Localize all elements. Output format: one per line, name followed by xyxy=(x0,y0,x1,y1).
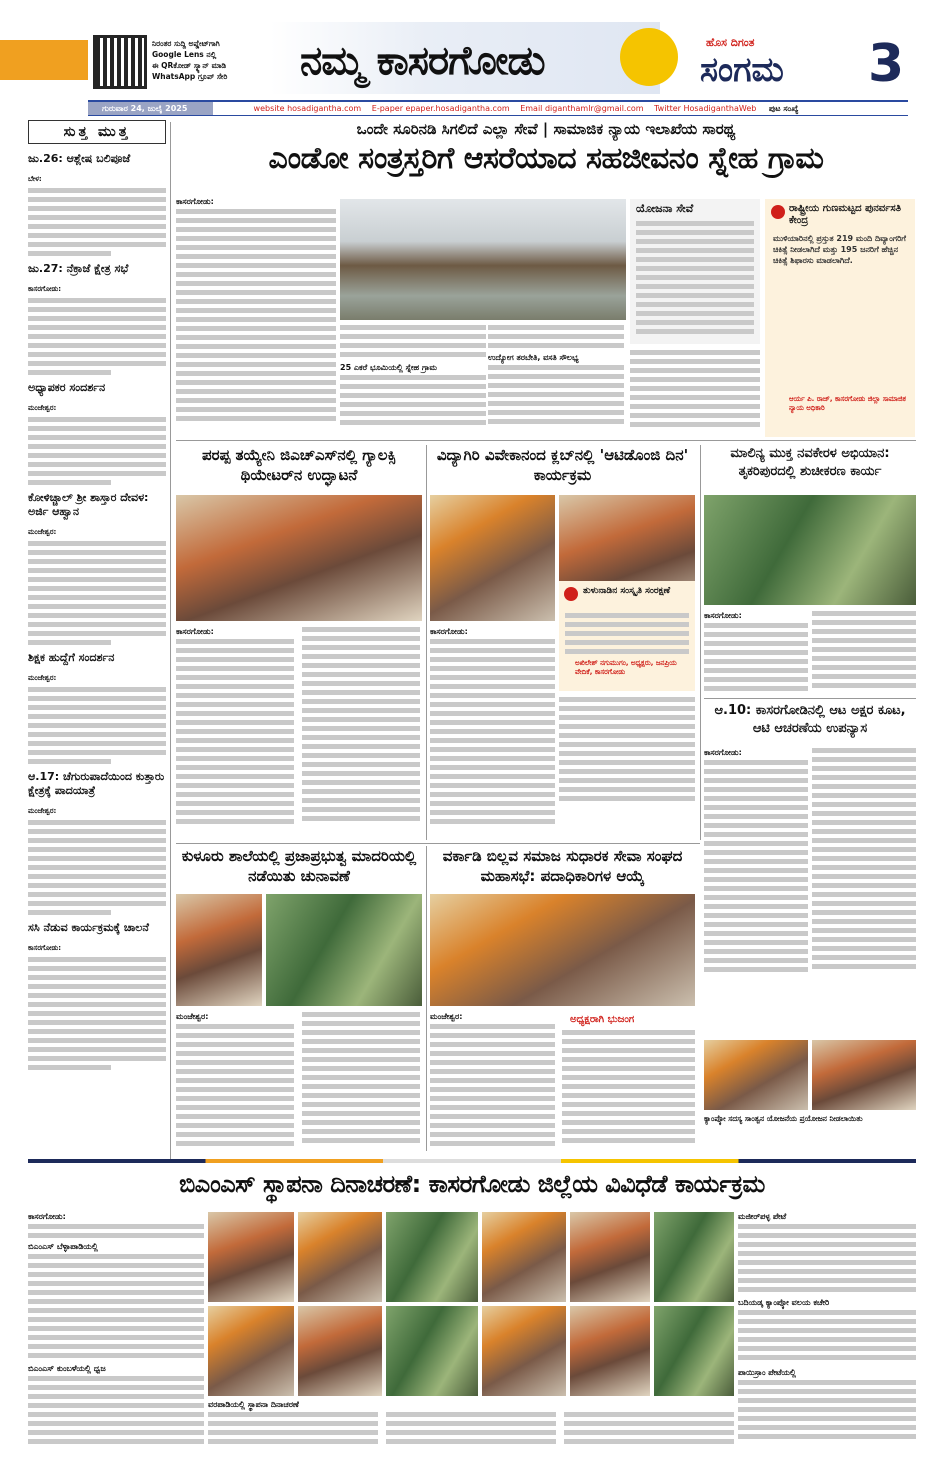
epaper-link[interactable]: E-paper epaper.hosadigantha.com xyxy=(371,104,510,113)
bms-photo-1 xyxy=(208,1212,294,1302)
sidebar-item xyxy=(28,262,166,375)
story-clean-headline: ಮಾಲಿನ್ಯ ಮುಕ್ತ ನವಕೇರಳ ಅಭಿಯಾನ: ತೃಕರಿಪುರದಲ್ಲಿ ಶುಚೀಕರಣ ಕಾರ್ಯ xyxy=(730,446,890,479)
qr-note-line: WhatsApp ಗ್ರೂಪ್ ಸೇರಿ xyxy=(152,72,228,81)
quote-icon xyxy=(771,205,785,219)
bottom-sub-1: ಬಿಎಂಎಸ್ ಬೆಳ್ಳಾಪಾಡಿಯಲ್ಲಿ xyxy=(28,1242,98,1251)
quote-title: ರಾಷ್ಟ್ರೀಯ ಗುಣಮಟ್ಟದ ಪುನರ್ವಸತಿ ಕೇಂದ್ರ xyxy=(789,203,902,226)
story-school-photo-2 xyxy=(266,894,422,1006)
story-billava-photo xyxy=(430,894,695,1006)
brand-logo xyxy=(696,28,906,98)
brand-small: ಹೊಸ ದಿಗಂತ xyxy=(706,36,755,49)
section-rule xyxy=(176,843,700,844)
sidebar-item-place: ಮಂಜೇಶ್ವರ: xyxy=(28,528,57,536)
story-clean-place: ಕಾಸರಗೋಡು: xyxy=(704,611,742,620)
sidebar xyxy=(28,120,166,1160)
bms-photo-4 xyxy=(482,1212,566,1302)
brand-name: ಸಂಗಮ xyxy=(700,50,784,90)
bms-photo-9 xyxy=(386,1306,478,1396)
deco-strip xyxy=(28,1159,916,1163)
lead-body-col1 xyxy=(176,197,336,437)
bottom-right-col xyxy=(738,1212,916,1452)
website-link[interactable]: website hosadigantha.com xyxy=(253,104,362,113)
sidebar-item xyxy=(28,491,166,645)
sidebar-item-body xyxy=(28,687,166,764)
story-atidonji-box xyxy=(559,581,695,691)
sidebar-item-place: ಕಾಸರಗೋಡು: xyxy=(28,285,62,293)
lead-kicker: ಒಂದೇ ಸೂರಿನಡಿ ಸಿಗಲಿದೆ ಎಲ್ಲಾ ಸೇವೆ | ಸಾಮಾಜಿಕ ನ್ಯಾಯ ಇಲಾಖೆಯ ಸಾರಥ್ಯ xyxy=(356,120,736,138)
story-clean-drive xyxy=(704,445,916,695)
email-link[interactable]: Email diganthamlr@gmail.com xyxy=(520,104,644,113)
lead-photo-building xyxy=(340,199,626,320)
bms-photo-7 xyxy=(208,1306,294,1396)
bms-photo-2 xyxy=(298,1212,382,1302)
issue-date: ಗುರುವಾರ 24, ಜುಲೈ 2025 xyxy=(88,102,213,115)
story-aug10-place: ಕಾಸರಗೋಡು: xyxy=(704,748,742,757)
column-rule xyxy=(170,122,171,1162)
story-school-headline: ಕುಳೂರು ಶಾಲೆಯಲ್ಲಿ ಪ್ರಜಾಪ್ರಭುತ್ವ ಮಾದರಿಯಲ್ಲಿ ನಡೆಯಿತು ಚುನಾವಣೆ xyxy=(181,847,417,885)
story-billava xyxy=(430,846,695,1151)
story-aug10 xyxy=(704,702,916,1142)
qr-code xyxy=(93,35,147,89)
quote-author: ಆರ್ಯ ಪಿ. ರಾಜ್, ಕಾಸರಗೋಡು ಜಿಲ್ಲಾ ಸಾಮಾಜಿಕ ನ್ಯಾಯ ಅಧಿಕಾರಿ xyxy=(789,395,906,412)
quote-box xyxy=(765,199,915,437)
bottom-headline: ಬಿಎಂಎಸ್ ಸ್ಥಾಪನಾ ದಿನಾಚರಣೆ: ಕಾಸರಗೋಡು ಜಿಲ್ಲೆಯ ವಿವಿಧೆಡೆ ಕಾರ್ಯಕ್ರಮ xyxy=(179,1170,765,1198)
sidebar-item-headline: ಸಸಿ ನೆಡುವ ಕಾರ್ಯಕ್ರಮಕ್ಕೆ ಚಾಲನೆ xyxy=(28,921,149,934)
campco-caption: ಕ್ಯಾಂಪ್ಕೋ ಸದಸ್ಯ ಸಾಂತ್ವನ ಯೋಜನೆಯ ಪ್ರಯೋಜನ ನೀಡಲಾಯಿತು xyxy=(704,1114,863,1123)
bottom-sub-2: ಬಿಎಂಎಸ್ ಕುಂಬಳೆಯಲ್ಲಿ ಧ್ವಜ xyxy=(28,1364,106,1373)
section-rule xyxy=(704,698,916,699)
sidebar-item-body xyxy=(28,820,166,915)
masthead xyxy=(0,0,945,100)
bottom-place: ಕಾಸರಗೋಡು: xyxy=(28,1212,66,1221)
bms-photo-11 xyxy=(570,1306,650,1396)
story-aug10-headline: ಆ.10: ಕಾಸರಗೋಡಿನಲ್ಲಿ ಆಟ ಅಕ್ಷರ ಕೂಟ, ಆಟಿ ಆಚರಣೆಯ ಉಪನ್ಯಾಸ xyxy=(714,703,906,736)
story-school-place: ಮಂಜೇಶ್ವರ: xyxy=(176,1012,209,1021)
box-icon xyxy=(564,587,578,601)
bms-photo-3 xyxy=(386,1212,478,1302)
lead-headline: ಎಂಡೋ ಸಂತ್ರಸ್ತರಿಗೆ ಆಸರೆಯಾದ ಸಹಜೀವನಂ ಸ್ನೇಹ ಗ್ರಾಮ xyxy=(268,141,824,176)
qr-note-line: ನಿರಂತರ ಸುದ್ದಿ ಅಪ್ಡೇಟ್‌ಗಾಗಿ xyxy=(152,39,220,48)
bottom-side-1: ಮಜೀರ್‌ಪಳ್ಳ ಪೇಟೆ xyxy=(738,1212,787,1221)
section-rule xyxy=(176,440,916,441)
lead-place: ಕಾಸರಗೋಡು: xyxy=(176,197,214,206)
sidebar-item-body xyxy=(28,957,166,1070)
bottom-side-3: ಪಾಯಿಸ್ರಾಂ ಪೇಟೆಯಲ್ಲಿ xyxy=(738,1368,796,1377)
column-rule xyxy=(426,846,427,1151)
story-galaxy-theatre xyxy=(176,445,422,840)
qr-note-line: ಈ QRಕೋಡ್ ಸ್ಕ್ಯಾನ್ ಮಾಡಿ xyxy=(152,61,227,70)
bms-photo-12 xyxy=(654,1306,734,1396)
sidebar-item-body xyxy=(28,188,166,256)
sidebar-item-headline: ಶಿಕ್ಷಕ ಹುದ್ದೆಗೆ ಸಂದರ್ಶನ xyxy=(28,651,115,664)
sidebar-item-body xyxy=(28,541,166,645)
sidebar-item-place: ಬೇಳ: xyxy=(28,175,42,183)
sidebar-item-place: ಕಾಸರಗೋಡು: xyxy=(28,944,62,952)
bottom-side-2: ಬದಿಯಡ್ಕ ಕ್ಯಾಂಪ್ಕೋ ವಲಯ ಕಚೇರಿ xyxy=(738,1298,830,1307)
story-clean-photo xyxy=(704,495,916,605)
sidebar-item xyxy=(28,152,166,256)
sidebar-list xyxy=(28,152,166,1070)
sidebar-item-headline: ಅಧ್ಯಾಪಕರ ಸಂದರ್ಶನ xyxy=(28,381,106,394)
story-galaxy-photo xyxy=(176,495,422,621)
info-bar xyxy=(88,100,908,116)
story-billava-place: ಮಂಜೇಶ್ವರ: xyxy=(430,1012,463,1021)
story-school-photo-1 xyxy=(176,894,262,1006)
lead-body-col4 xyxy=(630,350,760,436)
sidebar-item-place: ಮಂಜೇಶ್ವರ: xyxy=(28,404,57,412)
twitter-link[interactable]: Twitter HosadiganthaWeb xyxy=(654,104,757,113)
sidebar-item-body xyxy=(28,417,166,485)
sidebar-item-headline: ಆ.17: ಚೆಗುರುಪಾದೆಯಿಂದ ಕುತ್ತಾರು ಕ್ಷೇತ್ರಕ್ಕೆ ಪಾದಯಾತ್ರೆ xyxy=(28,770,165,797)
sidebar-item-place: ಮಂಜೇಶ್ವರ: xyxy=(28,807,57,815)
bms-photo-8 xyxy=(298,1306,382,1396)
lead-body-col2 xyxy=(340,325,486,437)
story-atidonji-box-foot: ಅಖಿಲೇಶ್ ನಗುಮುಗಂ, ಅಧ್ಯಕ್ಷರು, ಜನಪ್ರಿಯ ವೇದಿಕೆ, ಕಾಸರಗೋಡು xyxy=(575,659,677,676)
bms-photo-6 xyxy=(654,1212,734,1302)
page-title: ನಮ್ಮ ಕಾಸರಗೋಡು xyxy=(300,38,545,84)
story-atidonji-headline: ವಿದ್ಯಾಗಿರಿ ವಿವೇಕಾನಂದ ಕ್ಲಬ್‌ನಲ್ಲಿ 'ಆಟಿಡೊಂಜಿ ದಿನ' ಕಾರ್ಯಕ್ರಮ xyxy=(436,446,689,484)
quote-body: ಮುಳಿಯಾರಿನಲ್ಲಿ ಪ್ರಸ್ತುತ 219 ಮಂದಿ ದಿವ್ಯಾಂಗರಿಗೆ ಚಿಕಿತ್ಸೆ ನೀಡಲಾಗಿದೆ ಮತ್ತು 195 ಜನರಿಗೆ ಹೆಚ್ಚಿನ ಚಿಕಿತ್ಸೆ ಶಿಫಾರಸು ಮಾಡಲಾಗಿದೆ. xyxy=(773,234,906,265)
story-atidonji xyxy=(430,445,695,840)
sidebar-item-headline: ಜು.27: ನೆಕ್ರಾಜೆ ಕ್ಷೇತ್ರ ಸಭೆ xyxy=(28,262,129,275)
column-rule xyxy=(426,445,427,840)
sidebar-item-body xyxy=(28,298,166,375)
sun-circle xyxy=(620,28,678,86)
story-atidonji-place: ಕಾಸರಗೋಡು: xyxy=(430,627,468,636)
accent-bar xyxy=(0,40,88,80)
story-billava-headline: ವರ್ಕಾಡಿ ಬಿಲ್ಲವ ಸಮಾಜ ಸುಧಾರಕ ಸೇವಾ ಸಂಘದ ಮಹಾಸಭೆ: ಪದಾಧಿಕಾರಿಗಳ ಆಯ್ಕೆ xyxy=(442,847,683,885)
lead-subhead-3: ಉದ್ಯೋಗ ತರಬೇತಿ, ವಸತಿ ಸೌಲಭ್ಯ xyxy=(488,353,579,362)
story-galaxy-place: ಕಾಸರಗೋಡು: xyxy=(176,627,214,636)
sidebar-item-place: ಮಂಜೇಶ್ವರ: xyxy=(28,674,57,682)
bms-photo-caption: ವರಪಾಡಿಯಲ್ಲಿ ಸ್ಥಾಪನಾ ದಿನಾಚರಣೆ xyxy=(208,1400,299,1409)
campco-photo-2 xyxy=(812,1040,916,1110)
sidebar-item xyxy=(28,921,166,1070)
page-label: ಪುಟ ಸಂಖ್ಯೆ xyxy=(768,104,799,113)
lead-box-title: ಯೋಜನಾ ಸೇವೆ xyxy=(636,202,694,215)
sidebar-item-headline: ಕೋಳಿಚ್ಚಾಲ್ ಶ್ರೀ ಶಾಸ್ತಾರ ದೇವಳ: ಅರ್ಜಿ ಆಹ್ವಾನ xyxy=(28,491,149,518)
bms-photo-5 xyxy=(570,1212,650,1302)
lead-subhead-2: 25 ಎಕರೆ ಭೂಮಿಯಲ್ಲಿ ಸ್ನೇಹ ಗ್ರಾಮ xyxy=(340,363,438,372)
sidebar-item-headline: ಜು.26: ಆಶ್ಲೇಷ ಬಲಿಪೂಜೆ xyxy=(28,152,131,165)
column-rule xyxy=(700,445,701,840)
story-atidonji-box-title: ತುಳುನಾಡಿನ ಸಂಸ್ಕೃತಿ ಸಂರಕ್ಷಣೆ xyxy=(583,586,671,596)
campco-photo-1 xyxy=(704,1040,808,1110)
lead-body-col3 xyxy=(488,325,624,437)
qr-note-line: Google Lens ನಲ್ಲಿ xyxy=(152,50,217,59)
story-atidonji-photo-1 xyxy=(430,495,555,621)
story-school-election xyxy=(176,846,422,1151)
sidebar-item xyxy=(28,770,166,915)
lead-info-box xyxy=(630,199,760,344)
sidebar-title: ಸುತ್ತ ಮುತ್ತ xyxy=(28,120,166,144)
bms-photo-10 xyxy=(482,1306,566,1396)
bottom-text-col xyxy=(28,1212,204,1452)
story-galaxy-headline: ಪರಪ್ಪ ತಯ್ಯೇನಿ ಜಿಎಚ್‌ಎಸ್‌ನಲ್ಲಿ ಗ್ಯಾಲಕ್ಸಿ ಥಿಯೇಟರ್‌ನ ಉದ್ಘಾಟನೆ xyxy=(202,446,396,484)
bottom-mid-text xyxy=(208,1412,734,1452)
story-billava-subhead: ಅಧ್ಯಕ್ಷರಾಗಿ ಭುಜಂಗ xyxy=(570,1014,635,1025)
page-number: 3 xyxy=(868,34,905,94)
sidebar-item xyxy=(28,381,166,485)
sidebar-item xyxy=(28,651,166,764)
